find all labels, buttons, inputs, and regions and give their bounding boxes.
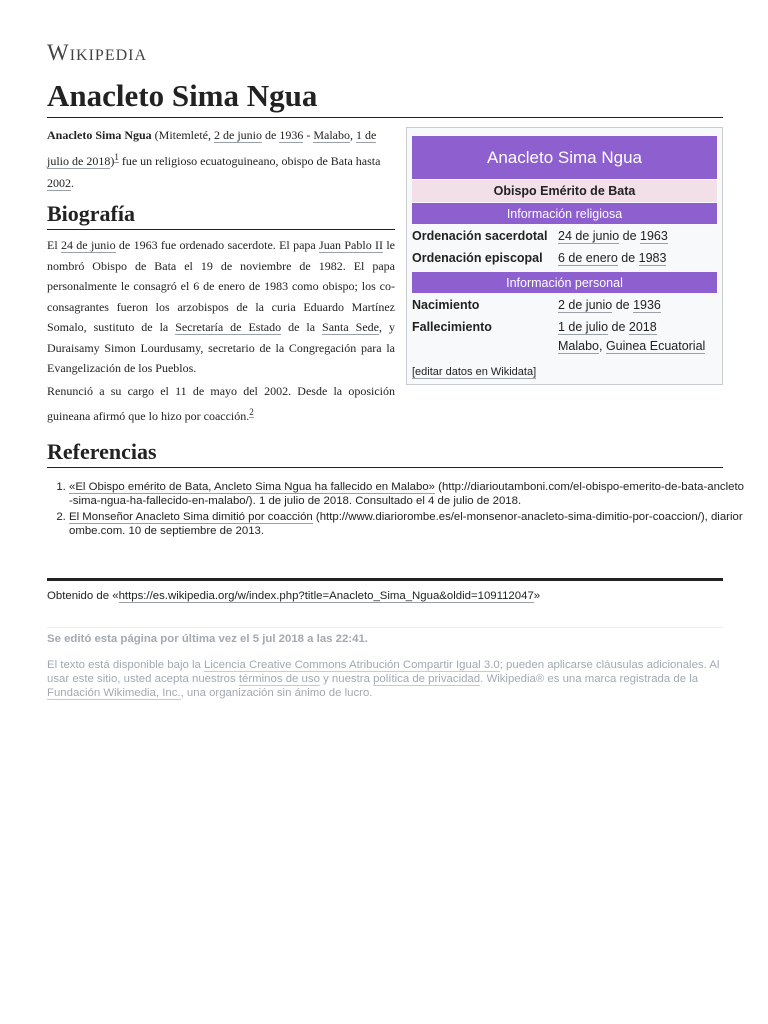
retrieved-from bbox=[47, 590, 540, 602]
infobox-label: Ordenación sacerdotal bbox=[412, 229, 548, 243]
link-santa-sede[interactable]: Santa Sede bbox=[322, 320, 380, 334]
infobox-text: de bbox=[619, 229, 641, 243]
lead-name: Anacleto Sima Ngua bbox=[47, 128, 152, 142]
infobox-section-personal: Información personal bbox=[412, 272, 717, 293]
para-text: , y Duraisamy Simon Lourdusamy, secretario de la Congregación para la Evangelización de los Pueblos. bbox=[47, 320, 395, 375]
lead-text: - bbox=[303, 128, 314, 142]
license-notice bbox=[47, 658, 723, 700]
link-malabo[interactable]: Malabo bbox=[313, 128, 350, 142]
footer-text: » bbox=[533, 590, 541, 602]
footer-text: y nuestra bbox=[319, 673, 374, 685]
edit-wikidata-link[interactable]: [editar datos en Wikidata] bbox=[412, 366, 537, 378]
section-divider bbox=[47, 467, 723, 468]
footer-text: ; pueden aplicarse cláusulas adicionales. Al usar este sitio, usted acepta nuestros bbox=[47, 659, 720, 685]
infobox-value bbox=[558, 227, 717, 246]
reference-title-link[interactable]: El Monseñor Anacleto Sima dimitió por coacción bbox=[69, 511, 313, 523]
link-1963[interactable]: 1963 bbox=[640, 229, 668, 243]
lead-text: (Mitemleté, bbox=[151, 128, 214, 142]
reference-text: , diariorombe.com. 10 de septiembre de 2013. bbox=[69, 511, 743, 537]
page-title: Anacleto Sima Ngua bbox=[47, 78, 318, 113]
infobox-row-nacimiento bbox=[412, 293, 717, 315]
infobox-section-religious: Información religiosa bbox=[412, 203, 717, 224]
infobox-value bbox=[558, 249, 717, 268]
reference-title-link[interactable]: «El Obispo emérito de Bata, Ancleto Sima Ngua ha fallecido en Malabo» bbox=[69, 481, 435, 493]
link-2018[interactable]: 2018 bbox=[628, 320, 657, 334]
infobox-text: de bbox=[612, 298, 634, 312]
lead-text: . bbox=[71, 176, 74, 190]
link-2-de-junio[interactable]: 2 de junio bbox=[214, 128, 262, 142]
infobox-value bbox=[558, 318, 717, 356]
permanent-link[interactable]: https://es.wikipedia.org/w/index.php?title=Anacleto_Sima_Ngua&oldid=109112047 bbox=[118, 590, 534, 602]
link-secretaria-de-estado[interactable]: Secretaría de Estado bbox=[175, 320, 282, 334]
link-juan-pablo-ii[interactable]: Juan Pablo II bbox=[319, 238, 383, 252]
para-text: de la bbox=[281, 320, 323, 334]
reference-url: (http://diarioutamboni.com/el-obispo-emerito-de-bata-ancleto-sima-ngua-ha-fallecido-en-malabo/) bbox=[69, 481, 744, 507]
infobox-text: de bbox=[608, 320, 629, 334]
link-2-de-junio[interactable]: 2 de junio bbox=[558, 298, 613, 312]
link-24-de-junio[interactable]: 24 de junio bbox=[558, 229, 620, 243]
section-divider bbox=[47, 229, 395, 230]
license-link[interactable]: Licencia Creative Commons Atribución Compartir Igual 3.0 bbox=[204, 659, 500, 671]
lead-text: fue un religioso ecuatoguineano, obispo de Bata hasta bbox=[118, 154, 381, 168]
footer-text: El texto está disponible bajo la bbox=[47, 659, 205, 671]
biografia-paragraph-2 bbox=[47, 381, 395, 426]
infobox bbox=[406, 127, 723, 385]
infobox-footer bbox=[412, 366, 717, 378]
footer-text: Obtenido de « bbox=[47, 590, 119, 602]
lead-paragraph bbox=[47, 124, 395, 194]
footer-divider bbox=[47, 578, 723, 581]
lead-text: de bbox=[262, 128, 280, 142]
reference-2-link[interactable]: 2 bbox=[249, 406, 254, 417]
terms-of-use-link[interactable]: términos de uso bbox=[238, 673, 320, 685]
para-text: El bbox=[47, 238, 61, 252]
link-2002[interactable]: 2002 bbox=[47, 176, 71, 190]
para-text: de 1963 fue ordenado sacerdote. El papa bbox=[115, 238, 320, 252]
section-heading-referencias: Referencias bbox=[47, 439, 157, 464]
section-heading-biografia: Biografía bbox=[47, 201, 135, 226]
infobox-text: de bbox=[617, 251, 639, 265]
references-list bbox=[47, 480, 745, 540]
reference-url: (http://www.diariorombe.es/el-monsenor-anacleto-sima-dimitio-por-coaccion/) bbox=[312, 511, 705, 523]
lead-text: ) bbox=[110, 154, 115, 168]
para-text: le nombró Obispo de Bata el 19 de noviembre de 1982. El papa personalmente le consagró el 6 de enero de 1983 como obispo; los co-consagrantes fueron los arzobispos de la curia Eduardo Martínez Somalo, sustituto de la bbox=[47, 238, 395, 334]
infobox-subtitle: Obispo Emérito de Bata bbox=[412, 180, 717, 202]
lead-text: , bbox=[349, 128, 356, 142]
last-edited: Se editó esta página por última vez el 5 jul 2018 a las 22:41. bbox=[47, 633, 368, 645]
footer-text: . Wikipedia® es una marca registrada de la bbox=[480, 673, 699, 685]
para-text: Renunció a su cargo el 11 de mayo del 2002. Desde la oposición guineana afirmó que lo hizo por coacción. bbox=[47, 384, 395, 423]
infobox-label: Nacimiento bbox=[412, 298, 480, 312]
link-1983[interactable]: 1983 bbox=[638, 251, 667, 265]
privacy-policy-link[interactable]: política de privacidad bbox=[373, 673, 481, 685]
link-1-de-julio[interactable]: 1 de julio bbox=[558, 320, 609, 334]
infobox-row-ordenacion-episcopal bbox=[412, 246, 717, 271]
infobox-label: Fallecimiento bbox=[412, 320, 492, 334]
link-guinea-ecuatorial[interactable]: Guinea Ecuatorial bbox=[605, 339, 706, 353]
infobox-row-ordenacion-sacerdotal bbox=[412, 224, 717, 246]
reference-1-link[interactable]: 1 bbox=[114, 152, 119, 162]
link-24-de-junio[interactable]: 24 de junio bbox=[60, 238, 116, 252]
biografia-paragraph-1 bbox=[47, 235, 395, 379]
title-divider bbox=[47, 117, 723, 118]
infobox-text: , bbox=[599, 339, 606, 353]
wikipedia-wordmark[interactable]: Wikipedia bbox=[47, 40, 148, 65]
reference-item bbox=[69, 480, 745, 508]
link-malabo[interactable]: Malabo bbox=[558, 339, 599, 353]
link-1-de-julio-de-2018[interactable]: 1 de julio de 2018 bbox=[47, 128, 377, 168]
link-1936[interactable]: 1936 bbox=[279, 128, 304, 142]
infobox-row-fallecimiento bbox=[412, 315, 717, 356]
link-1936[interactable]: 1936 bbox=[633, 298, 661, 312]
infobox-title: Anacleto Sima Ngua bbox=[412, 136, 717, 179]
footer-text: , una organización sin ánimo de lucro. bbox=[180, 687, 373, 699]
reference-item bbox=[69, 510, 745, 538]
wikimedia-foundation-link[interactable]: Fundación Wikimedia, Inc. bbox=[47, 687, 181, 699]
footer-divider-light bbox=[47, 627, 723, 628]
infobox-label: Ordenación episcopal bbox=[412, 251, 543, 265]
infobox-value bbox=[558, 296, 717, 315]
reference-text: . 1 de julio de 2018. Consultado el 4 de julio de 2018. bbox=[252, 495, 522, 507]
link-6-de-enero[interactable]: 6 de enero bbox=[558, 251, 618, 265]
